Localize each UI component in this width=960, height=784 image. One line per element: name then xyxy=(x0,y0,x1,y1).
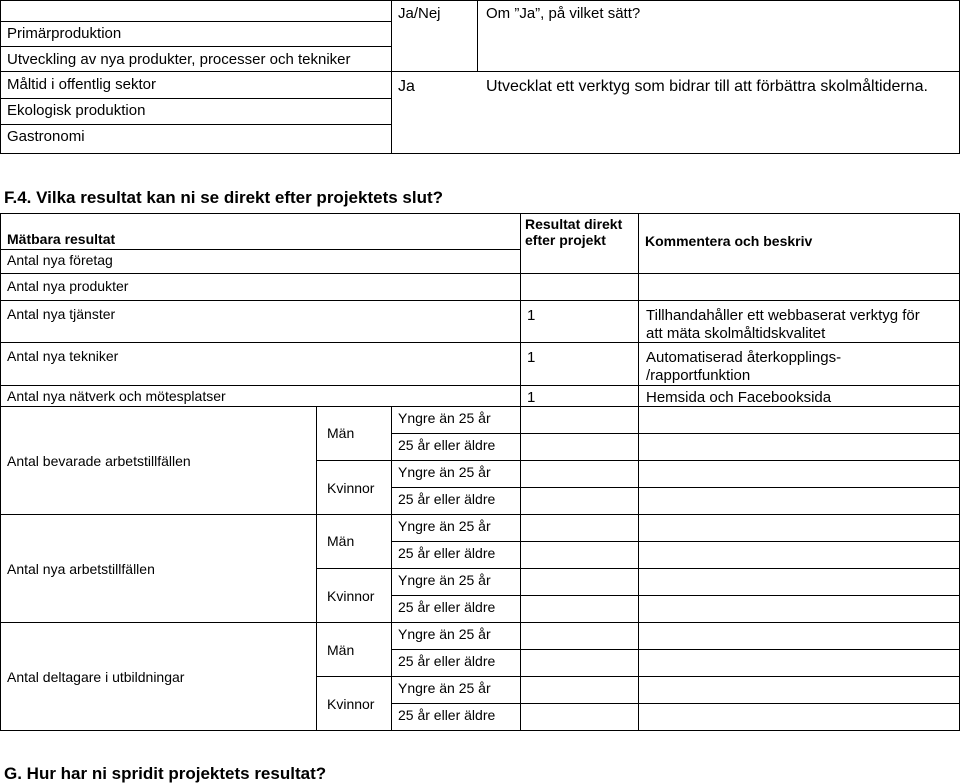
women-label: Kvinnor xyxy=(327,588,375,604)
age-younger-label: Yngre än 25 år xyxy=(398,410,491,426)
men-label: Män xyxy=(327,642,355,658)
table-row-comment: Automatiserad återkopplings- xyxy=(646,349,842,366)
table-row-label: Antal nya tjänster xyxy=(7,306,116,322)
age-older-label: 25 år eller äldre xyxy=(398,545,496,561)
table-row-comment: /rapportfunktion xyxy=(646,367,751,384)
section-g-heading: G. Hur har ni spridit projektets resultat? xyxy=(4,764,327,783)
group-label: Antal deltagare i utbildningar xyxy=(7,669,185,685)
table-row-label: Ekologisk produktion xyxy=(7,102,146,119)
age-older-label: 25 år eller äldre xyxy=(398,653,496,669)
table-row-value: 1 xyxy=(527,307,536,324)
age-older-label: 25 år eller äldre xyxy=(398,491,496,507)
comment-column-header: Om ”Ja”, på vilket sätt? xyxy=(486,5,641,22)
table-row-label: Primärproduktion xyxy=(7,25,122,42)
age-younger-label: Yngre än 25 år xyxy=(398,572,491,588)
direct-results-header: efter projekt xyxy=(525,232,606,248)
age-older-label: 25 år eller äldre xyxy=(398,707,496,723)
women-label: Kvinnor xyxy=(327,480,375,496)
men-label: Män xyxy=(327,533,355,549)
age-younger-label: Yngre än 25 år xyxy=(398,626,491,642)
table-row-answer: Ja xyxy=(398,78,415,95)
table-row-label: Antal nya företag xyxy=(7,252,113,268)
group-label: Antal bevarade arbetstillfällen xyxy=(7,453,191,469)
table-row-comment: Tillhandahåller ett webbaserat verktyg för xyxy=(646,307,920,324)
table-row-comment: att mäta skolmåltidskvalitet xyxy=(646,325,826,342)
table-row-value: 1 xyxy=(527,349,536,366)
age-younger-label: Yngre än 25 år xyxy=(398,464,491,480)
table-row-label: Antal nya tekniker xyxy=(7,348,119,364)
group-label: Antal nya arbetstillfällen xyxy=(7,561,155,577)
table-row-comment: Utvecklat ett verktyg som bidrar till att förbättra skolmåltiderna. xyxy=(486,78,928,95)
comment-header: Kommentera och beskriv xyxy=(645,233,813,249)
table-row-label: Måltid i offentlig sektor xyxy=(7,76,156,93)
table-row-label: Gastronomi xyxy=(7,128,85,145)
measurable-results-header: Mätbara resultat xyxy=(7,231,116,247)
men-label: Män xyxy=(327,425,355,441)
table-row-label: Antal nya nätverk och mötesplatser xyxy=(7,388,226,404)
age-older-label: 25 år eller äldre xyxy=(398,599,496,615)
women-label: Kvinnor xyxy=(327,696,375,712)
age-older-label: 25 år eller äldre xyxy=(398,437,496,453)
table-row-label: Utveckling av nya produkter, processer och tekniker xyxy=(7,51,351,68)
direct-results-header: Resultat direkt xyxy=(525,216,623,232)
table-row-comment: Hemsida och Facebooksida xyxy=(646,389,832,406)
table-row-value: 1 xyxy=(527,389,536,406)
table-row-label: Antal nya produkter xyxy=(7,278,129,294)
age-younger-label: Yngre än 25 år xyxy=(398,518,491,534)
age-younger-label: Yngre än 25 år xyxy=(398,680,491,696)
section-f4-heading: F.4. Vilka resultat kan ni se direkt efter projektets slut? xyxy=(4,188,444,207)
answer-column-header: Ja/Nej xyxy=(398,5,441,22)
